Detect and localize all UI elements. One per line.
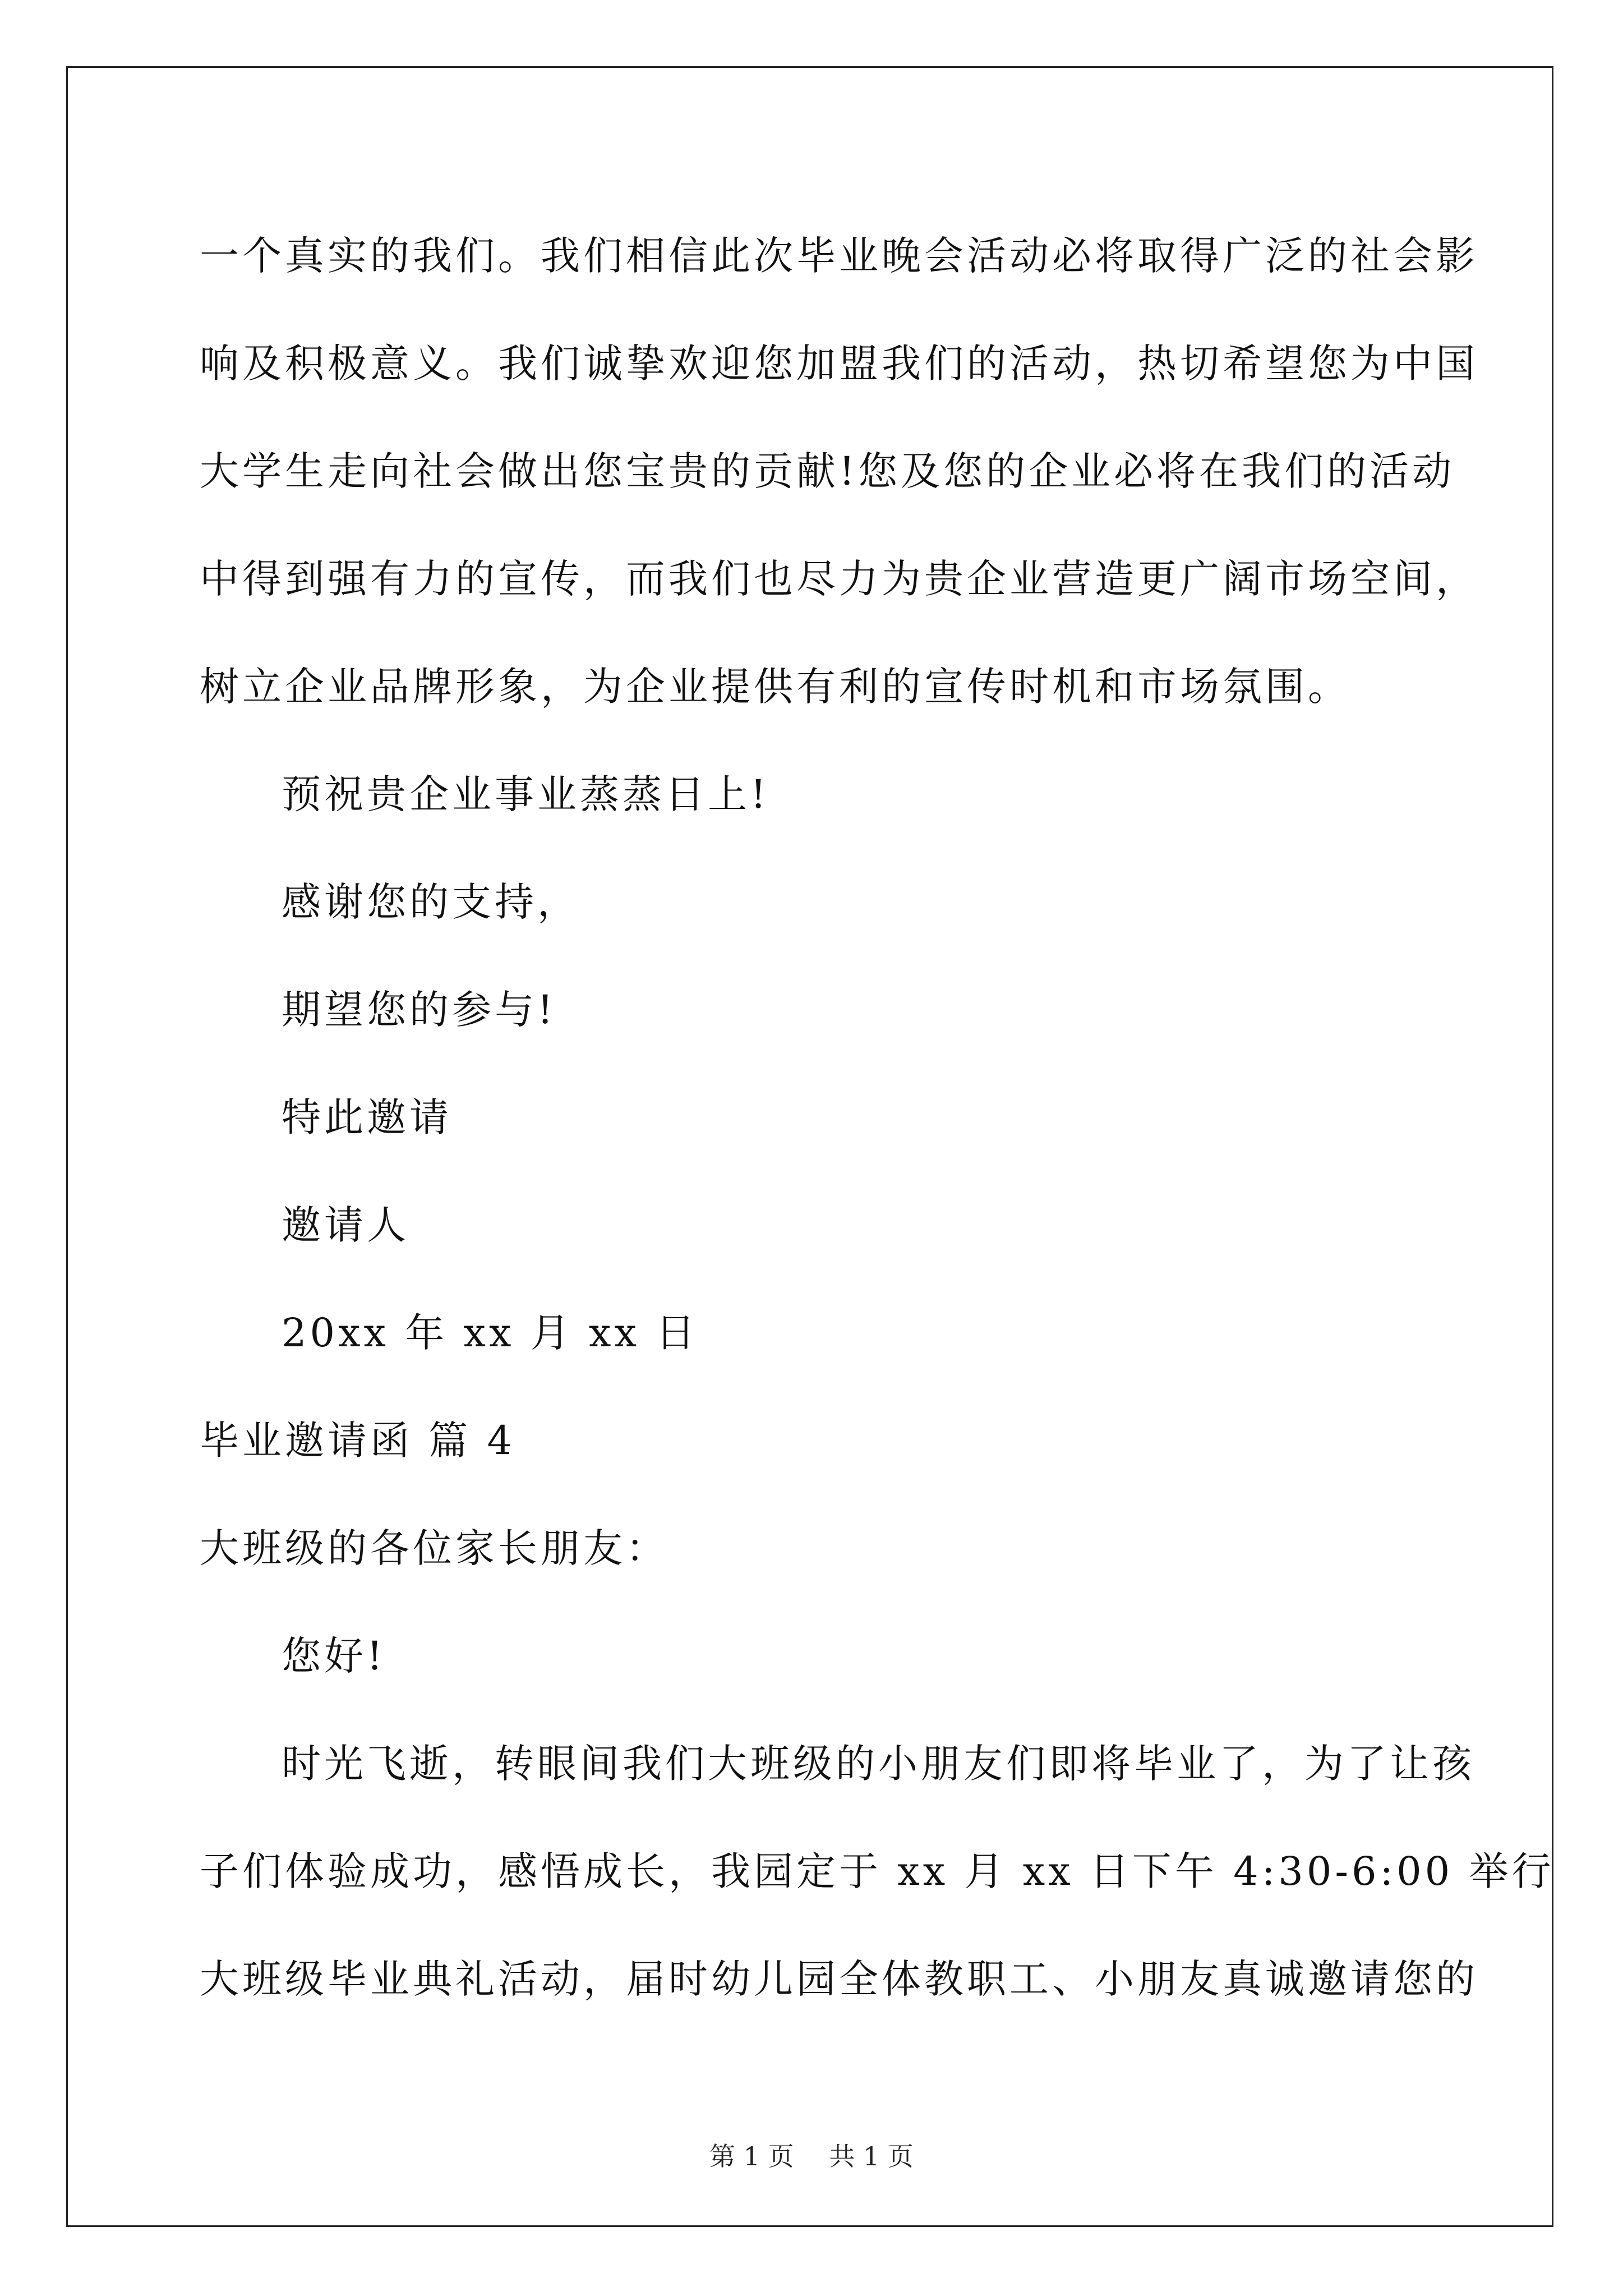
text-line-wishes: 预祝贵企业事业蒸蒸日上! [282, 771, 770, 817]
text-line: 大学生走向社会做出您宝贵的贡献!您及您的企业必将在我们的活动 [200, 448, 1455, 494]
text-line: 子们体验成功，感悟成长，我园定于 xx 月 xx 日下午 4:30-6:00 举行 [200, 1848, 1555, 1894]
text-line: 中得到强有力的宣传，而我们也尽力为贵企业营造更广阔市场空间， [200, 556, 1478, 602]
section-heading: 毕业邀请函 篇 4 [200, 1418, 516, 1464]
page-footer [0, 2136, 1623, 2173]
text-line: 大班级毕业典礼活动，届时幼儿园全体教职工、小朋友真诚邀请您的 [200, 1956, 1478, 2002]
page-total: 共 1 页 [829, 2141, 914, 2171]
text-line: 时光飞逝，转眼间我们大班级的小朋友们即将毕业了，为了让孩 [282, 1741, 1475, 1787]
text-line: 响及积极意义。我们诚挚欢迎您加盟我们的活动，热切希望您为中国 [200, 341, 1478, 386]
text-line-inviter: 邀请人 [282, 1202, 409, 1248]
text-line: 树立企业品牌形象，为企业提供有利的宣传时机和市场氛围。 [200, 664, 1350, 710]
text-line: 一个真实的我们。我们相信此次毕业晚会活动必将取得广泛的社会影 [200, 233, 1478, 279]
text-line-hope: 期望您的参与! [282, 987, 557, 1033]
salutation: 大班级的各位家长朋友： [200, 1525, 668, 1571]
document-body [200, 202, 1555, 2033]
text-line-invitation: 特此邀请 [282, 1094, 452, 1140]
greeting: 您好! [282, 1633, 386, 1679]
text-line-date: 20xx 年 xx 月 xx 日 [282, 1310, 699, 1356]
text-line-thanks: 感谢您的支持， [282, 879, 580, 925]
page-number: 第 1 页 [709, 2141, 794, 2171]
